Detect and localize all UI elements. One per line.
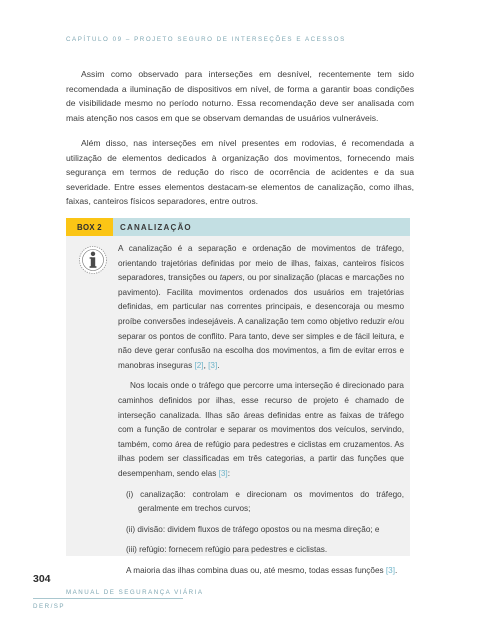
box-content (118, 242, 404, 578)
box-paragraph-3 (118, 564, 404, 579)
reference-link[interactable]: [3] (218, 468, 228, 478)
box-label: BOX 2 (66, 218, 113, 236)
box-p1-text-b: , ou por sinalização (placas e marcações no pavimento). Facilita movimentos ordenados dos usuários em trajetórias definidas, em particular nas correntes principais, e desencoraja ou mesmo proíbe conversões indesejáveis. A canalização tem como objetivo reduzir e/ou separar os pontos de conflito. Para tanto, deve ser simples e de fácil leitura, e não deve gerar confusão na escolha dos movimentos, a fim de evitar erros e manobras inseguras (118, 273, 404, 370)
box-p1-sep: , (203, 360, 209, 370)
list-item: (iii) refúgio: fornecem refúgio para pedestres e ciclistas. (126, 545, 328, 555)
reference-link[interactable]: [2] (194, 360, 204, 370)
footer-divider (33, 598, 183, 599)
paragraph-1 (66, 67, 414, 125)
box-p3-end: . (394, 565, 398, 575)
paragraph-2-text: Além disso, nas interseções em nível presentes em rodovias, é recomendada a utilização de elementos dedicados à organização dos movimentos, fornecendo mais segurança em termos de redução do risco de ocorrência de acidentes e da sua severidade. Entre esses elementos destacam-se elementos de canalização, como ilhas, faixas, canteiros físicos separadores, entre outros. (66, 138, 414, 207)
box-p1-end: . (217, 360, 220, 370)
box-p2-text: Nos locais onde o tráfego que percorre uma interseção é direcionado para caminhos definidos por ilhas, esse recurso de projeto é chamado de interseção canalizada. Ilhas são áreas definidas entre as faixas de tráfego com a função de controlar e separar os movimentos dos veículos, servindo, também, como área de refúgio para pedestres e ciclistas em cruzamentos. As ilhas podem ser classificadas em três categorias, a partir das funções que desempenham, sendo elas (118, 381, 404, 478)
box-p1-text-a: A canalização é a separação e ordenação de movimentos de tráfego, orientando trajetórias definidas por meio de ilhas, faixas, canteiros físicos separadores, transições ou (118, 244, 404, 283)
list-item: (ii) divisão: dividem fluxos de tráfego opostos ou na mesma direção; e (126, 524, 380, 534)
footer-title: MANUAL DE SEGURANÇA VIÁRIA (66, 589, 204, 596)
list-item: (i) canalização: controlam e direcionam os movimentos do tráfego, geralmente em trechos curvos; (126, 489, 404, 514)
box-paragraph-1 (118, 242, 404, 373)
reference-link[interactable]: [3] (208, 360, 218, 370)
reference-link[interactable]: [3] (385, 565, 395, 575)
box-p1-emphasis: tapers (219, 273, 243, 283)
info-icon (78, 245, 108, 275)
footer-org: DER/SP (33, 603, 66, 610)
box-header (66, 218, 410, 236)
box-p3-text: A maioria das ilhas combina duas ou, até mesmo, todas essas funções (126, 565, 386, 575)
box-title: CANALIZAÇÃO (113, 218, 410, 236)
box-p2-end: : (227, 468, 230, 478)
page-number: 304 (33, 573, 51, 585)
running-head: CAPÍTULO 09 – PROJETO SEGURO DE INTERSEÇÕES E ACESSOS (66, 36, 346, 43)
box-paragraph-2 (118, 379, 404, 481)
paragraph-1-text: Assim como observado para interseções em desnível, recentemente tem sido recomendada a iluminação de dispositivos em nível, de forma a garantir boas condições de visibilidade mesmo no período noturno. Essa recomendação deve ser analisada com mais atenção nos casos em que se observam demandas de usuários vulneráveis. (66, 69, 414, 123)
paragraph-2 (66, 136, 414, 209)
